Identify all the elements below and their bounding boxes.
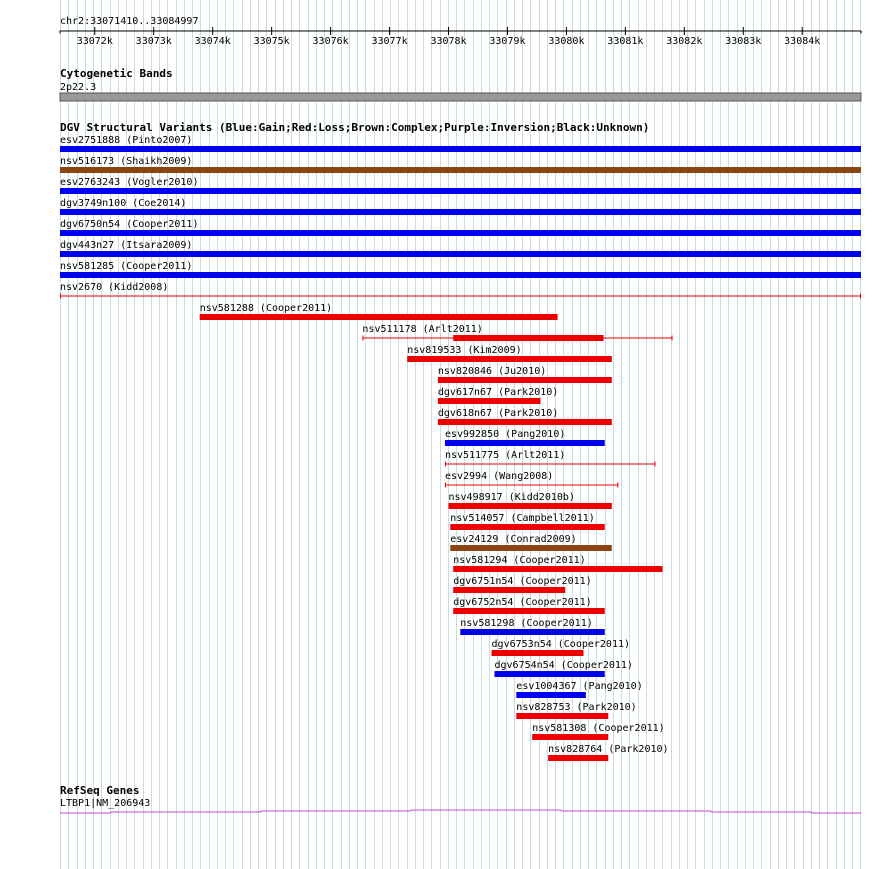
ruler-tick-label: 33084k xyxy=(784,36,821,47)
variant-label: dgv617n67 (Park2010) xyxy=(437,387,559,398)
variant-bar[interactable] xyxy=(438,377,612,383)
dgv-variant[interactable] xyxy=(449,492,612,509)
dgv-variant[interactable] xyxy=(445,450,655,467)
variant-label: esv24129 (Conrad2009) xyxy=(450,534,577,545)
variant-label: nsv511775 (Arlt2011) xyxy=(444,450,566,461)
ruler-tick-label: 33075k xyxy=(253,36,290,47)
dgv-variant[interactable] xyxy=(60,135,861,152)
variant-bar[interactable] xyxy=(453,608,605,614)
cytoband-track-title: Cytogenetic Bands xyxy=(60,67,173,80)
refseq-gene-feature[interactable] xyxy=(60,810,861,813)
variant-label: esv992850 (Pang2010) xyxy=(444,429,566,440)
variant-label: dgv6751n54 (Cooper2011) xyxy=(453,576,592,587)
dgv-variant[interactable] xyxy=(453,597,605,614)
variant-bar[interactable] xyxy=(450,545,612,551)
variant-label: nsv819533 (Kim2009) xyxy=(407,345,522,356)
ruler-tick-label: 33073k xyxy=(135,36,172,47)
variant-label: nsv2670 (Kidd2008) xyxy=(60,282,169,293)
dgv-track-title: DGV Structural Variants (Blue:Gain;Red:Loss;Brown:Complex;Purple:Inversion;Black:Unknown) xyxy=(60,121,650,134)
variant-bar[interactable] xyxy=(60,209,861,215)
variant-bar[interactable] xyxy=(60,167,861,173)
ruler-tick-label: 33078k xyxy=(430,36,467,47)
variant-bar[interactable] xyxy=(60,272,861,278)
dgv-variant[interactable] xyxy=(200,303,558,320)
refseq-track xyxy=(60,784,861,813)
variant-label: dgv6754n54 (Cooper2011) xyxy=(494,660,633,671)
dgv-variant[interactable] xyxy=(60,261,861,278)
dgv-variant[interactable] xyxy=(438,387,558,404)
variant-label: nsv581298 (Cooper2011) xyxy=(460,618,593,629)
ruler-track xyxy=(57,16,863,47)
variant-bar[interactable] xyxy=(200,314,558,320)
dgv-variant[interactable] xyxy=(532,723,664,740)
cytoband-bar[interactable] xyxy=(60,93,861,101)
dgv-variant[interactable] xyxy=(407,345,612,362)
ruler-ticks xyxy=(77,27,821,47)
cytoband-name: 2p22.3 xyxy=(60,82,97,93)
dgv-variant[interactable] xyxy=(60,177,861,194)
variant-core-bar[interactable] xyxy=(453,335,603,341)
dgv-variant[interactable] xyxy=(60,198,861,215)
variant-label: dgv618n67 (Park2010) xyxy=(437,408,559,419)
variant-label: esv1004367 (Pang2010) xyxy=(516,681,643,692)
variant-bar[interactable] xyxy=(445,440,605,446)
variant-bar[interactable] xyxy=(494,671,604,677)
variant-bar[interactable] xyxy=(438,419,612,425)
variant-bar[interactable] xyxy=(438,398,541,404)
variant-bar[interactable] xyxy=(450,524,604,530)
variant-label: dgv443n27 (Itsara2009) xyxy=(60,240,193,251)
refseq-track-title: RefSeq Genes xyxy=(60,784,140,797)
cytoband-track[interactable] xyxy=(60,67,861,101)
variant-label: nsv511178 (Arlt2011) xyxy=(362,324,483,335)
variant-bar[interactable] xyxy=(60,251,861,257)
variant-label: dgv6752n54 (Cooper2011) xyxy=(453,597,592,608)
dgv-variant[interactable] xyxy=(60,156,861,173)
variant-label: dgv6753n54 (Cooper2011) xyxy=(491,639,631,650)
dgv-variant[interactable] xyxy=(516,681,642,698)
refseq-gene-label: LTBP1|NM_206943 xyxy=(60,798,151,809)
ruler-right-arrow: › xyxy=(858,27,864,38)
variant-label: esv2994 (Wang2008) xyxy=(444,471,554,482)
dgv-variant[interactable] xyxy=(438,408,612,425)
ruler-tick-label: 33074k xyxy=(194,36,231,47)
variant-bar[interactable] xyxy=(516,713,608,719)
dgv-variant[interactable] xyxy=(453,555,662,572)
variant-bar[interactable] xyxy=(460,629,604,635)
variant-bar[interactable] xyxy=(453,566,662,572)
dgv-variant[interactable] xyxy=(450,534,612,551)
dgv-variant[interactable] xyxy=(494,660,632,677)
variant-label: dgv3749n100 (Coe2014) xyxy=(60,198,187,209)
dgv-variant[interactable] xyxy=(460,618,604,635)
ruler-tick-label: 33072k xyxy=(76,36,113,47)
variant-label: nsv581294 (Cooper2011) xyxy=(453,555,586,566)
dgv-variant[interactable] xyxy=(450,513,604,530)
ruler-tick-label: 33081k xyxy=(607,36,644,47)
variant-bar[interactable] xyxy=(60,188,861,194)
variant-label: esv2763243 (Vogler2010) xyxy=(60,177,199,188)
variant-label: nsv581288 (Cooper2011) xyxy=(199,303,333,314)
dgv-variant[interactable] xyxy=(445,471,618,488)
variant-label: esv2751888 (Pinto2007) xyxy=(60,135,193,146)
variant-bar[interactable] xyxy=(516,692,586,698)
ruler-tick-label: 33083k xyxy=(725,36,762,47)
variant-label: nsv581308 (Cooper2011) xyxy=(532,723,665,734)
variant-bar[interactable] xyxy=(60,230,861,236)
variant-label: nsv828764 (Park2010) xyxy=(548,744,669,755)
variant-label: nsv820846 (Ju2010) xyxy=(437,366,547,377)
variant-label: dgv6750n54 (Cooper2011) xyxy=(60,219,199,230)
ruler-tick-label: 33076k xyxy=(312,36,349,47)
ruler-tick-label: 33077k xyxy=(371,36,408,47)
region-label: chr2:33071410..33084997 xyxy=(60,16,199,27)
dgv-variant[interactable] xyxy=(492,639,630,656)
dgv-variant[interactable] xyxy=(548,744,668,761)
variant-label: nsv516173 (Shaikh2009) xyxy=(60,156,193,167)
ruler-left-arrow: ‹ xyxy=(57,27,63,38)
dgv-variant[interactable] xyxy=(453,576,591,593)
dgv-variant[interactable] xyxy=(60,240,861,257)
variant-bar[interactable] xyxy=(407,356,612,362)
variant-bar[interactable] xyxy=(548,755,608,761)
variant-label: nsv498917 (Kidd2010b) xyxy=(448,492,575,503)
variant-bar[interactable] xyxy=(532,734,608,740)
ruler-tick-label: 33079k xyxy=(489,36,526,47)
dgv-variant-list xyxy=(60,135,861,761)
variant-label: nsv828753 (Park2010) xyxy=(516,702,637,713)
variant-bar[interactable] xyxy=(60,146,861,152)
dgv-track xyxy=(60,121,861,761)
variant-bar[interactable] xyxy=(492,650,584,656)
ruler-tick-label: 33080k xyxy=(548,36,585,47)
dgv-variant[interactable] xyxy=(516,702,636,719)
ruler-tick-label: 33082k xyxy=(666,36,703,47)
variant-label: nsv581285 (Cooper2011) xyxy=(60,261,193,272)
variant-label: nsv514057 (Campbell2011) xyxy=(450,513,595,524)
variant-bar[interactable] xyxy=(449,503,612,509)
dgv-variant[interactable] xyxy=(60,282,861,299)
dgv-variant[interactable] xyxy=(438,366,612,383)
dgv-variant[interactable] xyxy=(362,324,672,341)
dgv-variant[interactable] xyxy=(60,219,861,236)
variant-bar[interactable] xyxy=(453,587,565,593)
